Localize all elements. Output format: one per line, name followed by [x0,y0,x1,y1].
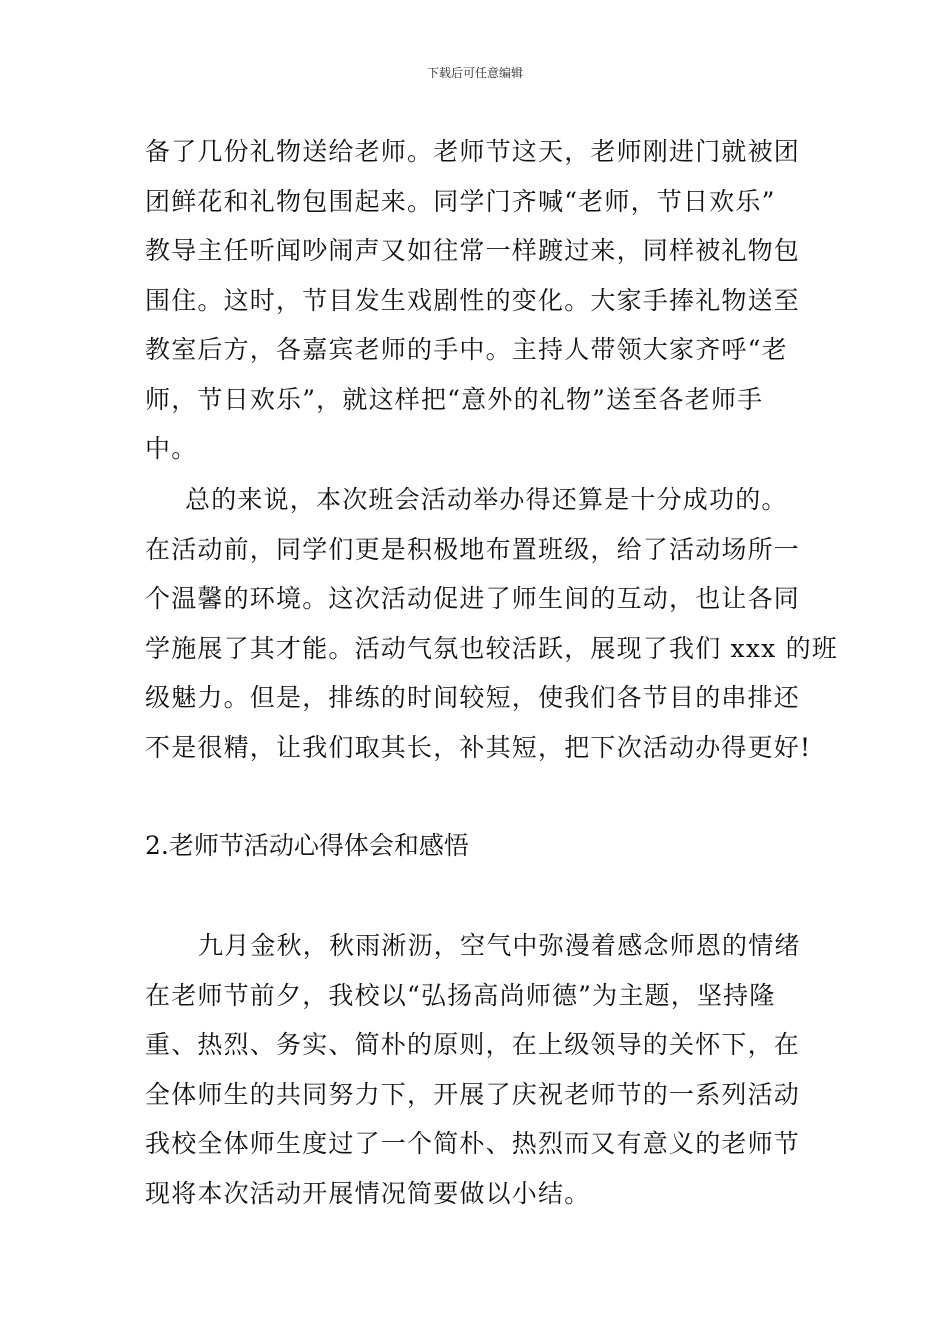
paragraph-text [145,127,810,474]
section-heading: 2.老师节活动心得体会和感悟 [145,831,469,860]
paragraph-summary [145,475,838,772]
text-line: 中。 [145,434,198,463]
text-line: 在活动前，同学们更是积极地布置班级，给了活动场所一 [145,534,801,564]
text-line: 在老师节前夕，我校以“弘扬高尚师德”为主题，坚持隆 [145,980,776,1010]
text-line: 全体师生的共同努力下，开展了庆祝老师节的一系列活动 [145,1079,801,1109]
text-line: 备了几份礼物送给老师。老师节这天，老师刚进门就被团 [145,137,801,166]
text-line: 现将本次活动开展情况简要做以小结。 [145,1178,591,1208]
text-line: 九月金秋，秋雨淅沥，空气中弥漫着感念师恩的情绪 [198,931,801,960]
text-line: 我校全体师生度过了一个简朴、热烈而又有意义的老师节 [145,1129,801,1158]
text-line: 教室后方，各嘉宾老师的手中。主持人带领大家齐呼“老 [145,335,788,364]
text-line: 重、热烈、务实、简朴的原则，在上级领导的关怀下，在 [145,1030,801,1059]
text-line: 围住。这时，节目发生戏剧性的变化。大家手捧礼物送至 [145,285,801,315]
page-header: 下载后可任意编辑 [426,66,523,80]
text-line: 个温馨的环境。这次活动促进了师生间的互动，也让各同 [145,584,801,613]
text-line: 师，节日欢乐”，就这样把“意外的礼物”送至各老师手 [145,384,764,414]
paragraph-text [145,475,838,772]
paragraph-continuation [145,127,810,474]
text-line: 教导主任听闻吵闹声又如往常一样踱过来，同样被礼物包 [145,236,801,265]
paragraph-intro [145,921,810,1218]
text-line: 级魅力。但是，排练的时间较短，使我们各节目的串排还 [145,683,801,712]
text-line: 学施展了其才能。活动气氛也较活跃，展现了我们 xxx 的班 [145,633,838,663]
text-line: 团鲜花和礼物包围起来。同学门齐喊“老师，节日欢乐” [145,186,776,216]
text-line: 不是很精，让我们取其长，补其短，把下次活动办得更好! [145,732,812,762]
text-line: 总的来说，本次班会活动举办得还算是十分成功的。 [185,485,788,514]
paragraph-text [145,921,810,1218]
